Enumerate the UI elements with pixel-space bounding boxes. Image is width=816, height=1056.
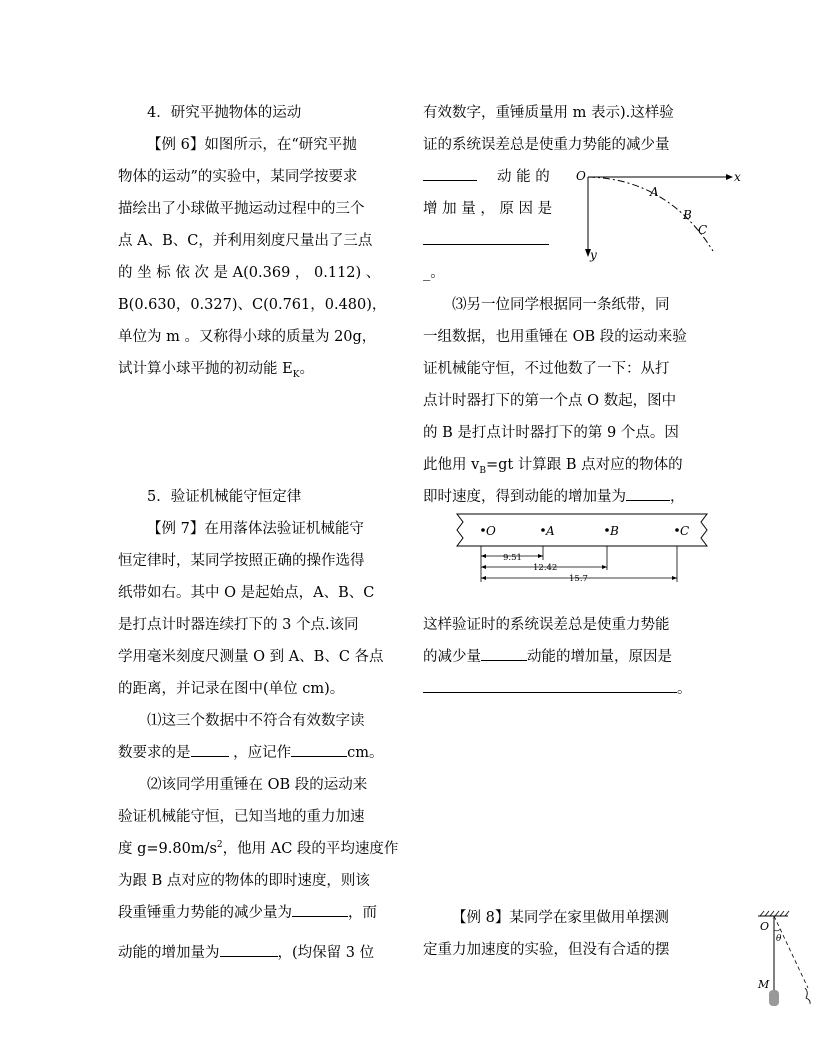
y-label: y	[590, 248, 597, 262]
ex6-text: 试计算小球平抛的初动能 E	[118, 361, 293, 377]
answer-blank[interactable]	[481, 642, 527, 661]
dot-c	[675, 528, 679, 532]
q3-line: 点计时器打下的第一个点 O 数起，图中	[423, 393, 677, 409]
distance-oa: 9.51	[503, 553, 522, 563]
q2-text: 段重锤重力势能的减少量为	[118, 905, 292, 921]
ex7-line: 是打点计时器连续打下的 3 个点.该同	[118, 617, 359, 633]
q1-line	[118, 737, 394, 769]
tape-label-a: A	[546, 524, 555, 538]
q1-text: cm。	[347, 745, 384, 761]
pendulum-figure	[752, 908, 816, 1012]
q3-text: =gt 计算跟 B 点对应的物体的	[485, 457, 683, 473]
angle-arc	[774, 929, 780, 931]
q2-text: 度 g=9.80m/s	[118, 841, 217, 857]
ex6-text: 。	[299, 361, 314, 377]
ex7-line: 的距离，并记录在图中(单位 cm)。	[118, 681, 345, 697]
answer-blank[interactable]	[423, 162, 477, 181]
right-text: 的减少量	[423, 649, 481, 665]
ex6-line: 的 坐 标 依 次 是 A(0.369 ， 0.112) 、	[118, 265, 381, 281]
q1-text: 数要求的是	[118, 745, 191, 761]
right-line: 证的系统误差总是使重力势能的减少量	[423, 137, 670, 153]
q3-text: 即时速度，得到动能的增加量为	[423, 489, 626, 505]
answer-blank[interactable]	[423, 226, 549, 245]
right-line: _。	[423, 265, 445, 281]
right-line	[423, 641, 703, 673]
q2-text: ，而	[348, 905, 377, 921]
angle-label: θ	[776, 934, 782, 944]
q1-line: ⑴这三个数据中不符合有效数字读	[147, 713, 365, 729]
projectile-figure	[568, 164, 744, 264]
x-arrow-icon	[726, 174, 733, 180]
q2-line: 为跟 B 点对应的物体的即时速度，则该	[118, 873, 370, 889]
ex8-line: 【例 8】某同学在家里做用单摆测	[452, 910, 669, 926]
distance-oc: 15.7	[569, 574, 588, 584]
right-line: 有效数字，重锤质量用 m 表示).这样验	[423, 105, 674, 121]
section-5-title: 5．验证机械能守恒定律	[147, 489, 302, 505]
q3-text: ，	[670, 489, 685, 505]
example-8	[423, 902, 703, 966]
q2-line	[118, 897, 394, 929]
q2-line	[118, 937, 394, 969]
point-c-label: C	[698, 223, 708, 237]
ex7-line: 学用毫米刻度尺测量 O 到 A、B、C 各点	[118, 649, 384, 665]
ex6-line: B(0.630，0.327)、C(0.761，0.480)，	[118, 297, 387, 313]
q3-text: 此他用 v	[423, 457, 480, 473]
q2-line: 验证机械能守恒，已知当地的重力加速	[118, 809, 365, 825]
ex6-line: 单位为 m 。又称得小球的质量为 20g，	[118, 329, 377, 345]
q1-text: ，应记作	[233, 745, 292, 761]
tape-figure	[455, 510, 715, 588]
dot-a	[541, 528, 545, 532]
answer-blank[interactable]	[291, 738, 347, 757]
q3-line: 一组数据，也用重锤在 OB 段的运动来验	[423, 329, 687, 345]
ex7-line: 恒定律时，某同学按照正确的操作选得	[118, 553, 365, 569]
q2-text: 动能的增加量为	[118, 945, 220, 961]
ceiling-hatch	[760, 911, 789, 916]
x-label: x	[734, 170, 741, 184]
ex7-line: 纸带如右。其中 O 是起始点，A、B、C	[118, 585, 375, 601]
answer-blank[interactable]	[626, 482, 670, 501]
q2-text: ，(均保留 3 位	[277, 945, 375, 961]
origin-label: O	[576, 169, 586, 183]
point-a-label: A	[650, 185, 659, 199]
q3-line: ⑶另一位同学根据同一条纸带，同	[452, 297, 670, 313]
q3-line	[423, 481, 703, 513]
right-line	[423, 673, 703, 705]
tape-label-c: C	[680, 524, 690, 538]
answer-blank[interactable]	[292, 898, 348, 917]
right-text: 。	[677, 681, 692, 697]
example-6	[118, 129, 394, 385]
ex6-line: 物体的运动”的实验中，某同学按要求	[118, 169, 358, 185]
q3-line: 的 B 是打点计时器打下的第 9 个点。因	[423, 425, 679, 441]
ex6-line: 点 A、B、C，并利用刻度尺量出了三点	[118, 233, 373, 249]
q3-subscript: B	[479, 465, 486, 476]
q3-line: 证机械能守恒，不过他数了一下：从打	[423, 361, 670, 377]
displaced-bob	[805, 988, 810, 1004]
section-4-title: 4．研究平抛物体的运动	[147, 105, 302, 121]
mass-label: M	[758, 978, 770, 991]
displaced-string	[774, 916, 808, 988]
right-text: 动能的增加量，原因是	[527, 649, 672, 665]
answer-blank[interactable]	[191, 738, 229, 757]
pivot-label: O	[760, 920, 770, 933]
point-b-label: B	[683, 208, 692, 222]
ex6-line: 描绘出了小球做平抛运动过程中的三个	[118, 201, 365, 217]
left-column	[118, 97, 399, 969]
ex6-line	[118, 353, 394, 385]
right-line: 增 加 量 ， 原 因 是	[423, 201, 553, 217]
answer-blank[interactable]	[423, 674, 677, 693]
q2-line	[118, 833, 399, 865]
q2-text: ，他用 AC 段的平均速度作	[222, 841, 399, 857]
ex6-subscript: K	[292, 369, 300, 380]
right-text: 动 能 的	[497, 169, 550, 185]
distance-ob: 12.42	[533, 563, 558, 573]
tape-label-b: B	[610, 524, 619, 538]
dot-b	[605, 528, 609, 532]
ex6-line: 【例 6】如图所示，在“研究平抛	[147, 137, 357, 153]
example-7	[118, 513, 399, 969]
dot-o	[481, 528, 485, 532]
right-line: 这样验证时的系统误差总是使重力势能	[423, 617, 670, 633]
q2-line: ⑵该同学用重锤在 OB 段的运动来	[147, 777, 368, 793]
answer-blank[interactable]	[220, 938, 278, 957]
ex7-line: 【例 7】在用落体法验证机械能守	[147, 521, 364, 537]
q2-superscript: 2	[216, 840, 223, 851]
q3-line	[423, 449, 703, 481]
tape-label-o: O	[486, 524, 496, 538]
ex8-line: 定重力加速度的实验，但没有合适的摆	[423, 942, 670, 958]
pendulum-bob	[769, 990, 779, 1006]
